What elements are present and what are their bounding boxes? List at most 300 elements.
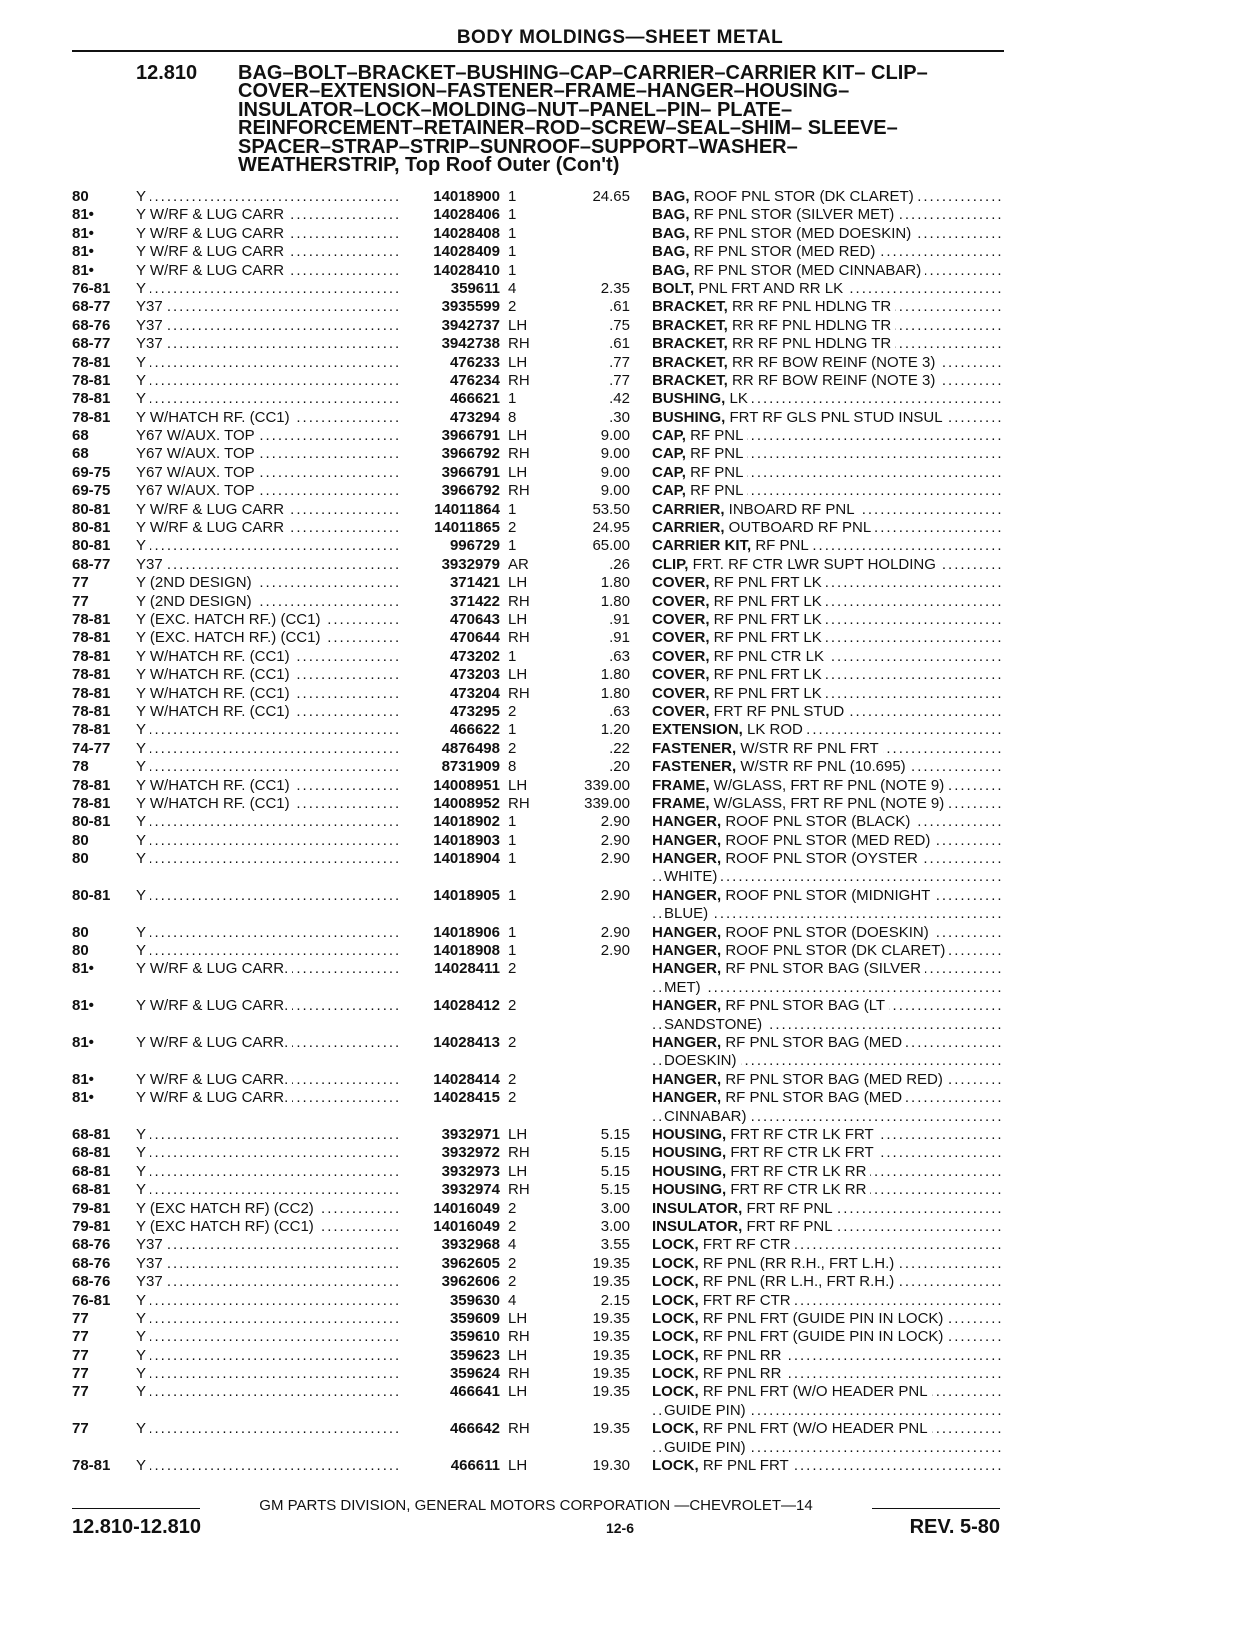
price: 19.35 xyxy=(592,1254,630,1272)
price: 2.90 xyxy=(600,850,630,868)
model-application: Y W/RF & LUG CARR ..... xyxy=(136,501,400,519)
table-row xyxy=(0,1310,1240,1328)
table-row xyxy=(0,795,1240,813)
part-name: COVER, xyxy=(652,574,710,592)
table-row xyxy=(0,1457,1240,1475)
part-name: LOCK, xyxy=(652,1309,699,1327)
quantity: 1 xyxy=(508,243,517,261)
price: 19.35 xyxy=(592,1309,630,1327)
price: 1.20 xyxy=(600,721,630,739)
part-number: 3962606 xyxy=(441,1273,500,1291)
table-row xyxy=(0,298,1240,316)
model-application: Y ..... xyxy=(136,887,400,905)
part-description-cont: GUIDE PIN) xyxy=(664,1439,750,1456)
part-description: CARRIER, OUTBOARD RF PNL ..... xyxy=(652,519,1004,537)
table-row xyxy=(0,519,1240,537)
model-year: 77 xyxy=(72,574,89,592)
part-number: 3962605 xyxy=(441,1254,500,1272)
model-year: 78-81 xyxy=(72,721,111,739)
part-number: 14018906 xyxy=(433,923,500,941)
part-description: LOCK, RF PNL FRT (W/O HEADER PNL ..... GUIDE PIN) ..... xyxy=(652,1420,1004,1457)
model-application: Y ..... xyxy=(136,850,400,868)
model-year: 77 xyxy=(72,1365,89,1383)
quantity: RH xyxy=(508,445,530,463)
model-application: Y ..... xyxy=(136,1420,400,1438)
quantity: 2 xyxy=(508,298,517,316)
part-description: BOLT, PNL FRT AND RR LK ..... xyxy=(652,280,1004,298)
part-number: 359623 xyxy=(449,1346,500,1364)
model-application: Y ..... xyxy=(136,924,400,942)
part-number: 4876498 xyxy=(441,739,500,757)
part-number: 14018908 xyxy=(433,942,500,960)
model-application: Y37 ..... xyxy=(136,335,400,353)
part-description: HANGER, RF PNL STOR BAG (MED ..... CINNABAR) ..... xyxy=(652,1089,1004,1126)
table-row xyxy=(0,1292,1240,1310)
model-year: 68-81 xyxy=(72,1144,111,1162)
quantity: RH xyxy=(508,1420,530,1438)
price: .26 xyxy=(609,555,630,573)
table-row xyxy=(0,262,1240,280)
part-number: 473294 xyxy=(449,408,500,426)
table-row xyxy=(0,1181,1240,1199)
quantity: 2 xyxy=(508,1217,517,1235)
quantity: LH xyxy=(508,610,528,628)
table-row xyxy=(0,335,1240,353)
quantity: 1 xyxy=(508,188,517,205)
part-name: BUSHING, xyxy=(652,390,726,408)
quantity: LH xyxy=(508,1162,528,1180)
quantity: 2 xyxy=(508,1254,517,1272)
part-number: 996729 xyxy=(449,537,500,555)
price: 9.00 xyxy=(600,427,630,445)
part-description: BRACKET, RR RF PNL HDLNG TR ..... xyxy=(652,298,1004,316)
part-number: 371421 xyxy=(449,574,500,592)
part-description: COVER, RF PNL FRT LK ..... xyxy=(652,593,1004,611)
model-application: Y W/RF & LUG CARR. ..... xyxy=(136,997,400,1015)
part-name: HANGER, xyxy=(652,942,722,960)
table-row xyxy=(0,206,1240,224)
part-description: BAG, ROOF PNL STOR (DK CLARET) ..... xyxy=(652,188,1004,206)
part-name: LOCK, xyxy=(652,1457,699,1475)
quantity: 8 xyxy=(508,758,517,776)
model-application: Y W/RF & LUG CARR ..... xyxy=(136,243,400,261)
model-year: 80 xyxy=(72,923,89,941)
part-number: 14008951 xyxy=(433,776,500,794)
quantity: 1 xyxy=(508,647,517,665)
table-row xyxy=(0,427,1240,445)
model-year: 68-81 xyxy=(72,1181,111,1199)
quantity: 2 xyxy=(508,702,517,720)
part-description: HANGER, ROOF PNL STOR (DOESKIN) ..... xyxy=(652,924,1004,942)
part-description: LOCK, RF PNL FRT ..... xyxy=(652,1457,1004,1475)
part-description-cont: GUIDE PIN) xyxy=(664,1402,750,1419)
price: .91 xyxy=(609,629,630,647)
part-description: INSULATOR, FRT RF PNL ..... xyxy=(652,1218,1004,1236)
part-description: CARRIER KIT, RF PNL ..... xyxy=(652,537,1004,555)
table-row xyxy=(0,1365,1240,1383)
part-name: HANGER, xyxy=(652,886,722,904)
table-row xyxy=(0,1126,1240,1144)
price: .22 xyxy=(609,739,630,757)
quantity: RH xyxy=(508,1181,530,1199)
part-name: BAG, xyxy=(652,224,690,242)
part-description: HOUSING, FRT RF CTR LK FRT ..... xyxy=(652,1144,1004,1162)
part-name: FASTENER, xyxy=(652,739,737,757)
model-application: Y W/HATCH RF. (CC1) ..... xyxy=(136,648,400,666)
table-row xyxy=(0,1328,1240,1346)
price: 339.00 xyxy=(584,776,630,794)
part-description: BAG, RF PNL STOR (MED DOESKIN) ..... xyxy=(652,225,1004,243)
model-application: Y (EXC HATCH RF) (CC1) ..... xyxy=(136,1218,400,1236)
model-application: Y ..... xyxy=(136,188,400,206)
price: 19.35 xyxy=(592,1346,630,1364)
table-row xyxy=(0,280,1240,298)
model-application: Y37 ..... xyxy=(136,298,400,316)
price: 2.90 xyxy=(600,942,630,960)
price: .77 xyxy=(609,353,630,371)
price: 2.90 xyxy=(600,813,630,831)
part-number: 476234 xyxy=(449,371,500,389)
model-year: 69-75 xyxy=(72,463,111,481)
part-name: BAG, xyxy=(652,206,690,224)
quantity: RH xyxy=(508,794,530,812)
model-year: 81• xyxy=(72,997,94,1015)
model-application: Y ..... xyxy=(136,1292,400,1310)
footer-rule-left xyxy=(72,1508,200,1509)
model-application: Y W/HATCH RF. (CC1) ..... xyxy=(136,409,400,427)
part-description: COVER, RF PNL FRT LK ..... xyxy=(652,611,1004,629)
part-description: COVER, RF PNL FRT LK ..... xyxy=(652,574,1004,592)
model-application: Y (EXC. HATCH RF.) (CC1) ..... xyxy=(136,629,400,647)
part-name: BUSHING, xyxy=(652,408,726,426)
quantity: 4 xyxy=(508,1291,517,1309)
part-number: 476233 xyxy=(449,353,500,371)
part-number: 14011865 xyxy=(434,519,500,537)
price: 3.00 xyxy=(600,1217,630,1235)
model-application: Y67 W/AUX. TOP ..... xyxy=(136,464,400,482)
footer-rule-right xyxy=(872,1508,1000,1509)
model-year: 78-81 xyxy=(72,353,111,371)
model-year: 78-81 xyxy=(72,776,111,794)
part-number: 466621 xyxy=(449,390,500,408)
table-row xyxy=(0,354,1240,372)
part-number: 470644 xyxy=(449,629,500,647)
part-description-cont: DOESKIN) xyxy=(664,1052,741,1069)
price: .61 xyxy=(609,335,630,353)
quantity: 1 xyxy=(508,537,517,555)
model-year: 78-81 xyxy=(72,647,111,665)
model-year: 79-81 xyxy=(72,1217,111,1235)
model-application: Y W/HATCH RF. (CC1) ..... xyxy=(136,777,400,795)
quantity: LH xyxy=(508,574,528,592)
price: 1.80 xyxy=(600,684,630,702)
part-number: 14028410 xyxy=(433,261,500,279)
quantity: 1 xyxy=(508,261,517,279)
table-row xyxy=(0,924,1240,942)
part-name: LOCK, xyxy=(652,1273,699,1291)
part-number: 14018902 xyxy=(433,813,500,831)
part-name: BRACKET, xyxy=(652,298,728,316)
table-row xyxy=(0,648,1240,666)
quantity: LH xyxy=(508,316,528,334)
part-description: CAP, RF PNL ..... xyxy=(652,445,1004,463)
model-application: Y37 ..... xyxy=(136,317,400,335)
quantity: RH xyxy=(508,684,530,702)
part-name: HOUSING, xyxy=(652,1144,727,1162)
part-number: 14028413 xyxy=(433,1034,500,1052)
model-application: Y W/HATCH RF. (CC1) ..... xyxy=(136,703,400,721)
part-number: 14016049 xyxy=(433,1217,500,1235)
table-row xyxy=(0,574,1240,592)
model-application: Y ..... xyxy=(136,1310,400,1328)
table-row xyxy=(0,445,1240,463)
table-row xyxy=(0,777,1240,795)
model-year: 80 xyxy=(72,942,89,960)
model-application: Y (EXC. HATCH RF.) (CC1) ..... xyxy=(136,611,400,629)
table-row xyxy=(0,390,1240,408)
model-year: 74-77 xyxy=(72,739,111,757)
part-name: EXTENSION, xyxy=(652,721,743,739)
quantity: 1 xyxy=(508,206,517,224)
price: 9.00 xyxy=(600,463,630,481)
part-name: BOLT, xyxy=(652,279,695,297)
model-application: Y ..... xyxy=(136,1383,400,1401)
model-application: Y ..... xyxy=(136,813,400,831)
part-name: BRACKET, xyxy=(652,316,728,334)
part-number: 14028409 xyxy=(433,243,500,261)
price: 65.00 xyxy=(592,537,630,555)
model-application: Y37 ..... xyxy=(136,1236,400,1254)
model-year: 81• xyxy=(72,1089,94,1107)
model-year: 68-81 xyxy=(72,1162,111,1180)
quantity: 2 xyxy=(508,519,517,537)
header-rule xyxy=(72,50,1004,52)
part-name: BRACKET, xyxy=(652,353,728,371)
quantity: 2 xyxy=(508,960,517,978)
quantity: 8 xyxy=(508,408,517,426)
part-name: LOCK, xyxy=(652,1346,699,1364)
table-row xyxy=(0,758,1240,776)
model-application: Y ..... xyxy=(136,354,400,372)
part-description: CAP, RF PNL ..... xyxy=(652,482,1004,500)
quantity: 1 xyxy=(508,942,517,960)
model-application: Y W/RF & LUG CARR ..... xyxy=(136,262,400,280)
price: .42 xyxy=(609,390,630,408)
price: 3.00 xyxy=(600,1199,630,1217)
model-year: 78-81 xyxy=(72,702,111,720)
quantity: RH xyxy=(508,592,530,610)
model-application: Y ..... xyxy=(136,1144,400,1162)
part-description: BAG, RF PNL STOR (SILVER MET) ..... xyxy=(652,206,1004,224)
part-number: 359611 xyxy=(450,279,500,297)
quantity: RH xyxy=(508,1328,530,1346)
part-description: LOCK, RF PNL (RR L.H., FRT R.H.) ..... xyxy=(652,1273,1004,1291)
part-name: LOCK, xyxy=(652,1365,699,1383)
model-application: Y W/HATCH RF. (CC1) ..... xyxy=(136,666,400,684)
part-number: 371422 xyxy=(449,592,500,610)
model-year: 81• xyxy=(72,243,94,261)
part-name: BRACKET, xyxy=(652,335,728,353)
part-description: INSULATOR, FRT RF PNL ..... xyxy=(652,1200,1004,1218)
table-row xyxy=(0,464,1240,482)
quantity: LH xyxy=(508,1309,528,1327)
part-number: 3942737 xyxy=(441,316,500,334)
quantity: 4 xyxy=(508,1236,517,1254)
part-name: BAG, xyxy=(652,188,690,205)
price: 5.15 xyxy=(600,1162,630,1180)
quantity: RH xyxy=(508,1144,530,1162)
model-year: 68-77 xyxy=(72,298,111,316)
model-application: Y ..... xyxy=(136,1328,400,1346)
quantity: 1 xyxy=(508,500,517,518)
part-name: COVER, xyxy=(652,702,710,720)
table-row xyxy=(0,1273,1240,1291)
part-description: FRAME, W/GLASS, FRT RF PNL (NOTE 9) ..... xyxy=(652,795,1004,813)
table-row xyxy=(0,188,1240,206)
part-number: 3932973 xyxy=(441,1162,500,1180)
part-name: CARRIER, xyxy=(652,519,725,537)
model-year: 76-81 xyxy=(72,1291,111,1309)
model-year: 80 xyxy=(72,831,89,849)
part-description: COVER, RF PNL FRT LK ..... xyxy=(652,629,1004,647)
part-name: FRAME, xyxy=(652,776,710,794)
quantity: RH xyxy=(508,371,530,389)
model-application: Y ..... xyxy=(136,942,400,960)
part-name: INSULATOR, xyxy=(652,1217,743,1235)
footer-publisher: GM PARTS DIVISION, GENERAL MOTORS CORPORATION —CHEVROLET—14 xyxy=(259,1497,813,1514)
price: 2.15 xyxy=(600,1291,630,1309)
model-year: 68-77 xyxy=(72,335,111,353)
part-number: 14028415 xyxy=(433,1089,500,1107)
quantity: 1 xyxy=(508,813,517,831)
model-application: Y ..... xyxy=(136,1126,400,1144)
part-number: 359610 xyxy=(449,1328,500,1346)
part-name: CAP, xyxy=(652,445,686,463)
price: 19.35 xyxy=(592,1420,630,1438)
part-name: CARRIER KIT, xyxy=(652,537,752,555)
table-row xyxy=(0,1347,1240,1365)
part-description: LOCK, FRT RF CTR ..... xyxy=(652,1236,1004,1254)
quantity: AR xyxy=(508,555,529,573)
price: 9.00 xyxy=(600,445,630,463)
quantity: RH xyxy=(508,629,530,647)
part-name: INSULATOR, xyxy=(652,1199,743,1217)
part-description: CAP, RF PNL ..... xyxy=(652,427,1004,445)
model-application: Y ..... xyxy=(136,740,400,758)
part-number: 14018904 xyxy=(433,850,500,868)
part-name: COVER, xyxy=(652,610,710,628)
model-year: 77 xyxy=(72,1328,89,1346)
table-row xyxy=(0,409,1240,427)
price: 19.35 xyxy=(592,1383,630,1401)
quantity: 1 xyxy=(508,850,517,868)
model-year: 78-81 xyxy=(72,610,111,628)
part-number: 14018900 xyxy=(433,188,500,205)
table-row xyxy=(0,1089,1240,1126)
part-description: HANGER, ROOF PNL STOR (MIDNIGHT ..... BLUE) ..... xyxy=(652,887,1004,924)
price: 1.80 xyxy=(600,574,630,592)
part-description-cont: BLUE) xyxy=(664,905,712,922)
part-name: COVER, xyxy=(652,629,710,647)
part-description: EXTENSION, LK ROD ..... xyxy=(652,721,1004,739)
part-description: HOUSING, FRT RF CTR LK RR ..... xyxy=(652,1181,1004,1199)
part-description: BAG, RF PNL STOR (MED RED) ..... xyxy=(652,243,1004,261)
part-description: HOUSING, FRT RF CTR LK FRT ..... xyxy=(652,1126,1004,1144)
part-name: LOCK, xyxy=(652,1420,699,1438)
model-year: 81• xyxy=(72,960,94,978)
part-name: BAG, xyxy=(652,261,690,279)
table-row xyxy=(0,997,1240,1034)
table-row xyxy=(0,225,1240,243)
table-row xyxy=(0,1420,1240,1457)
part-number: 470643 xyxy=(449,610,500,628)
quantity: 2 xyxy=(508,1273,517,1291)
part-description-cont: MET) xyxy=(664,979,705,996)
quantity: 1 xyxy=(508,721,517,739)
table-row xyxy=(0,372,1240,390)
part-description: LOCK, RF PNL (RR R.H., FRT L.H.) ..... xyxy=(652,1255,1004,1273)
table-row xyxy=(0,1383,1240,1420)
part-description: LOCK, RF PNL FRT (GUIDE PIN IN LOCK) ..... xyxy=(652,1310,1004,1328)
model-year: 81• xyxy=(72,206,94,224)
part-description: HANGER, RF PNL STOR BAG (MED RED) ..... xyxy=(652,1071,1004,1089)
model-year: 68-76 xyxy=(72,316,111,334)
model-year: 69-75 xyxy=(72,482,111,500)
table-row xyxy=(0,1144,1240,1162)
model-application: Y W/RF & LUG CARR ..... xyxy=(136,519,400,537)
price: 1.80 xyxy=(600,592,630,610)
model-application: Y ..... xyxy=(136,1163,400,1181)
quantity: RH xyxy=(508,482,530,500)
price: 2.90 xyxy=(600,923,630,941)
model-year: 78-81 xyxy=(72,1457,111,1475)
part-number: 3932979 xyxy=(441,555,500,573)
part-description: COVER, FRT RF PNL STUD ..... xyxy=(652,703,1004,721)
part-description: HANGER, ROOF PNL STOR (OYSTER ..... WHITE) ..... xyxy=(652,850,1004,887)
quantity: 2 xyxy=(508,739,517,757)
model-year: 68-77 xyxy=(72,555,111,573)
part-number: 14011864 xyxy=(434,500,500,518)
model-application: Y W/RF & LUG CARR ..... xyxy=(136,225,400,243)
quantity: 4 xyxy=(508,279,517,297)
model-year: 68 xyxy=(72,445,89,463)
part-number: 3932968 xyxy=(441,1236,500,1254)
model-application: Y W/RF & LUG CARR. ..... xyxy=(136,960,400,978)
part-number: 14028414 xyxy=(433,1070,500,1088)
section-heading xyxy=(136,62,996,177)
part-name: HANGER, xyxy=(652,1070,722,1088)
quantity: 1 xyxy=(508,390,517,408)
model-year: 78-81 xyxy=(72,371,111,389)
model-application: Y67 W/AUX. TOP ..... xyxy=(136,482,400,500)
table-row xyxy=(0,685,1240,703)
model-year: 78-81 xyxy=(72,390,111,408)
model-application: Y ..... xyxy=(136,390,400,408)
table-row xyxy=(0,666,1240,684)
part-name: FRAME, xyxy=(652,794,710,812)
part-name: LOCK, xyxy=(652,1236,699,1254)
model-application: Y37 ..... xyxy=(136,556,400,574)
section-title: BAG–BOLT–BRACKET–BUSHING–CAP–CARRIER–CARRIER KIT– CLIP– COVER–EXTENSION–FASTENER–FRAME–HANGER–HOUSING– INSULATOR–LOCK–MOLDING–NUT–PANEL–PIN– PLATE– REINFORCEMENT–RETAINER–ROD–SCREW–SEAL–SHIM– SLEEVE– SPACER–STRAP–STRIP–SUNROOF–SUPPORT–WASHER– WEATHERSTRIP, Top Roof Outer (Con't) xyxy=(238,62,928,177)
part-name: LOCK, xyxy=(652,1328,699,1346)
model-year: 77 xyxy=(72,592,89,610)
quantity: LH xyxy=(508,776,528,794)
table-row xyxy=(0,317,1240,335)
model-application: Y W/HATCH RF. (CC1) ..... xyxy=(136,795,400,813)
model-application: Y W/RF & LUG CARR. ..... xyxy=(136,1034,400,1052)
model-application: Y W/RF & LUG CARR. ..... xyxy=(136,1089,400,1107)
part-name: COVER, xyxy=(652,666,710,684)
